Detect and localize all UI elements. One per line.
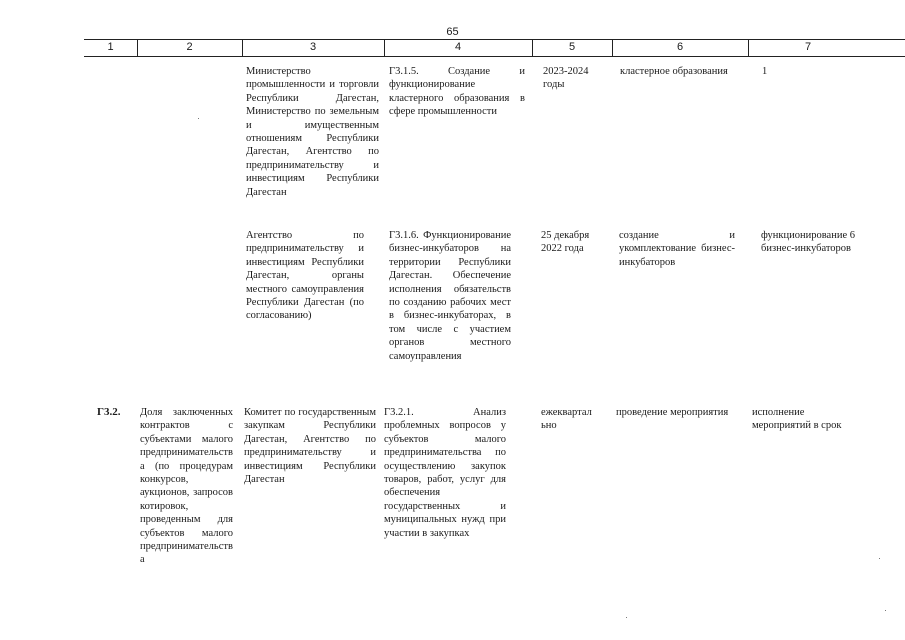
row1-col4: Г3.1.5. Создание и функционирование кластерного образования в сфере промышленности xyxy=(389,66,525,118)
row1-col7: 1 xyxy=(762,66,768,77)
row3-col2: Доля заключенных контрактов с субъектами малого предпринимательства (по процедурам конкурсов, аукционов, запросов котировок, проведенным для субъектов малого предпринимательства xyxy=(140,407,233,566)
row3-col4: Г3.2.1. Анализ проблемных вопросов у субъектов малого предпринимательства по осуществлению закупок товаров, работ, услуг для обеспечения государственных и муниципальных нужд при участии в закупках xyxy=(384,407,506,539)
header-col-3: 3 xyxy=(309,41,317,53)
header-col-5: 5 xyxy=(568,41,576,53)
row1-col6: кластерное образования xyxy=(620,66,728,77)
row3-col3: Комитет по государственным закупкам Республики Дагестан, Агентство по предпринимательству и инвестициям Республики Дагестан xyxy=(244,407,376,486)
page-number: 65 xyxy=(446,26,459,38)
header-bottom-line xyxy=(84,56,905,57)
row1-col3: Министерство промышленности и торговли Республики Дагестан, Министерство по земельным и имущественным отношениям Республики Дагестан, Агентство по предпринимательству и инвестициям Республики Дагестан xyxy=(246,66,379,198)
header-col-2: 2 xyxy=(186,41,193,53)
scan-speck xyxy=(879,558,880,559)
header-col-6: 6 xyxy=(676,41,684,53)
row2-col3: Агентство по предпринимательству и инвестициям Республики Дагестан, органы местного самоуправления Республики Дагестан (по согласованию) xyxy=(246,230,364,322)
header-col-7: 7 xyxy=(804,41,812,53)
row1-col5: 2023-2024 годы xyxy=(543,66,589,91)
row2-col4: Г3.1.6. Функционирование бизнес-инкубаторов на территории Республики Дагестан. Обеспечение исполнения обязательств по созданию рабочих мест в бизнес-инкубаторах, в том числе с участием органов местного самоуправления xyxy=(389,230,511,362)
row2-col5: 25 декабря 2022 года xyxy=(541,230,590,255)
row2-col7: функционирование 6 бизнес-инкубаторов xyxy=(761,230,855,255)
scan-speck xyxy=(626,617,627,618)
row3-col1: Г3.2. xyxy=(97,406,121,418)
scan-speck xyxy=(198,118,199,119)
row3-col5: ежеквартально xyxy=(541,407,592,432)
header-col-1: 1 xyxy=(107,41,114,53)
header-col-4: 4 xyxy=(454,41,462,53)
row3-col6: проведение мероприятия xyxy=(616,407,729,418)
row2-col6: создание и укомплектование бизнес-инкубаторов xyxy=(619,230,735,268)
scan-speck xyxy=(885,610,886,611)
row3-col7: исполнение мероприятий в срок xyxy=(752,407,842,432)
